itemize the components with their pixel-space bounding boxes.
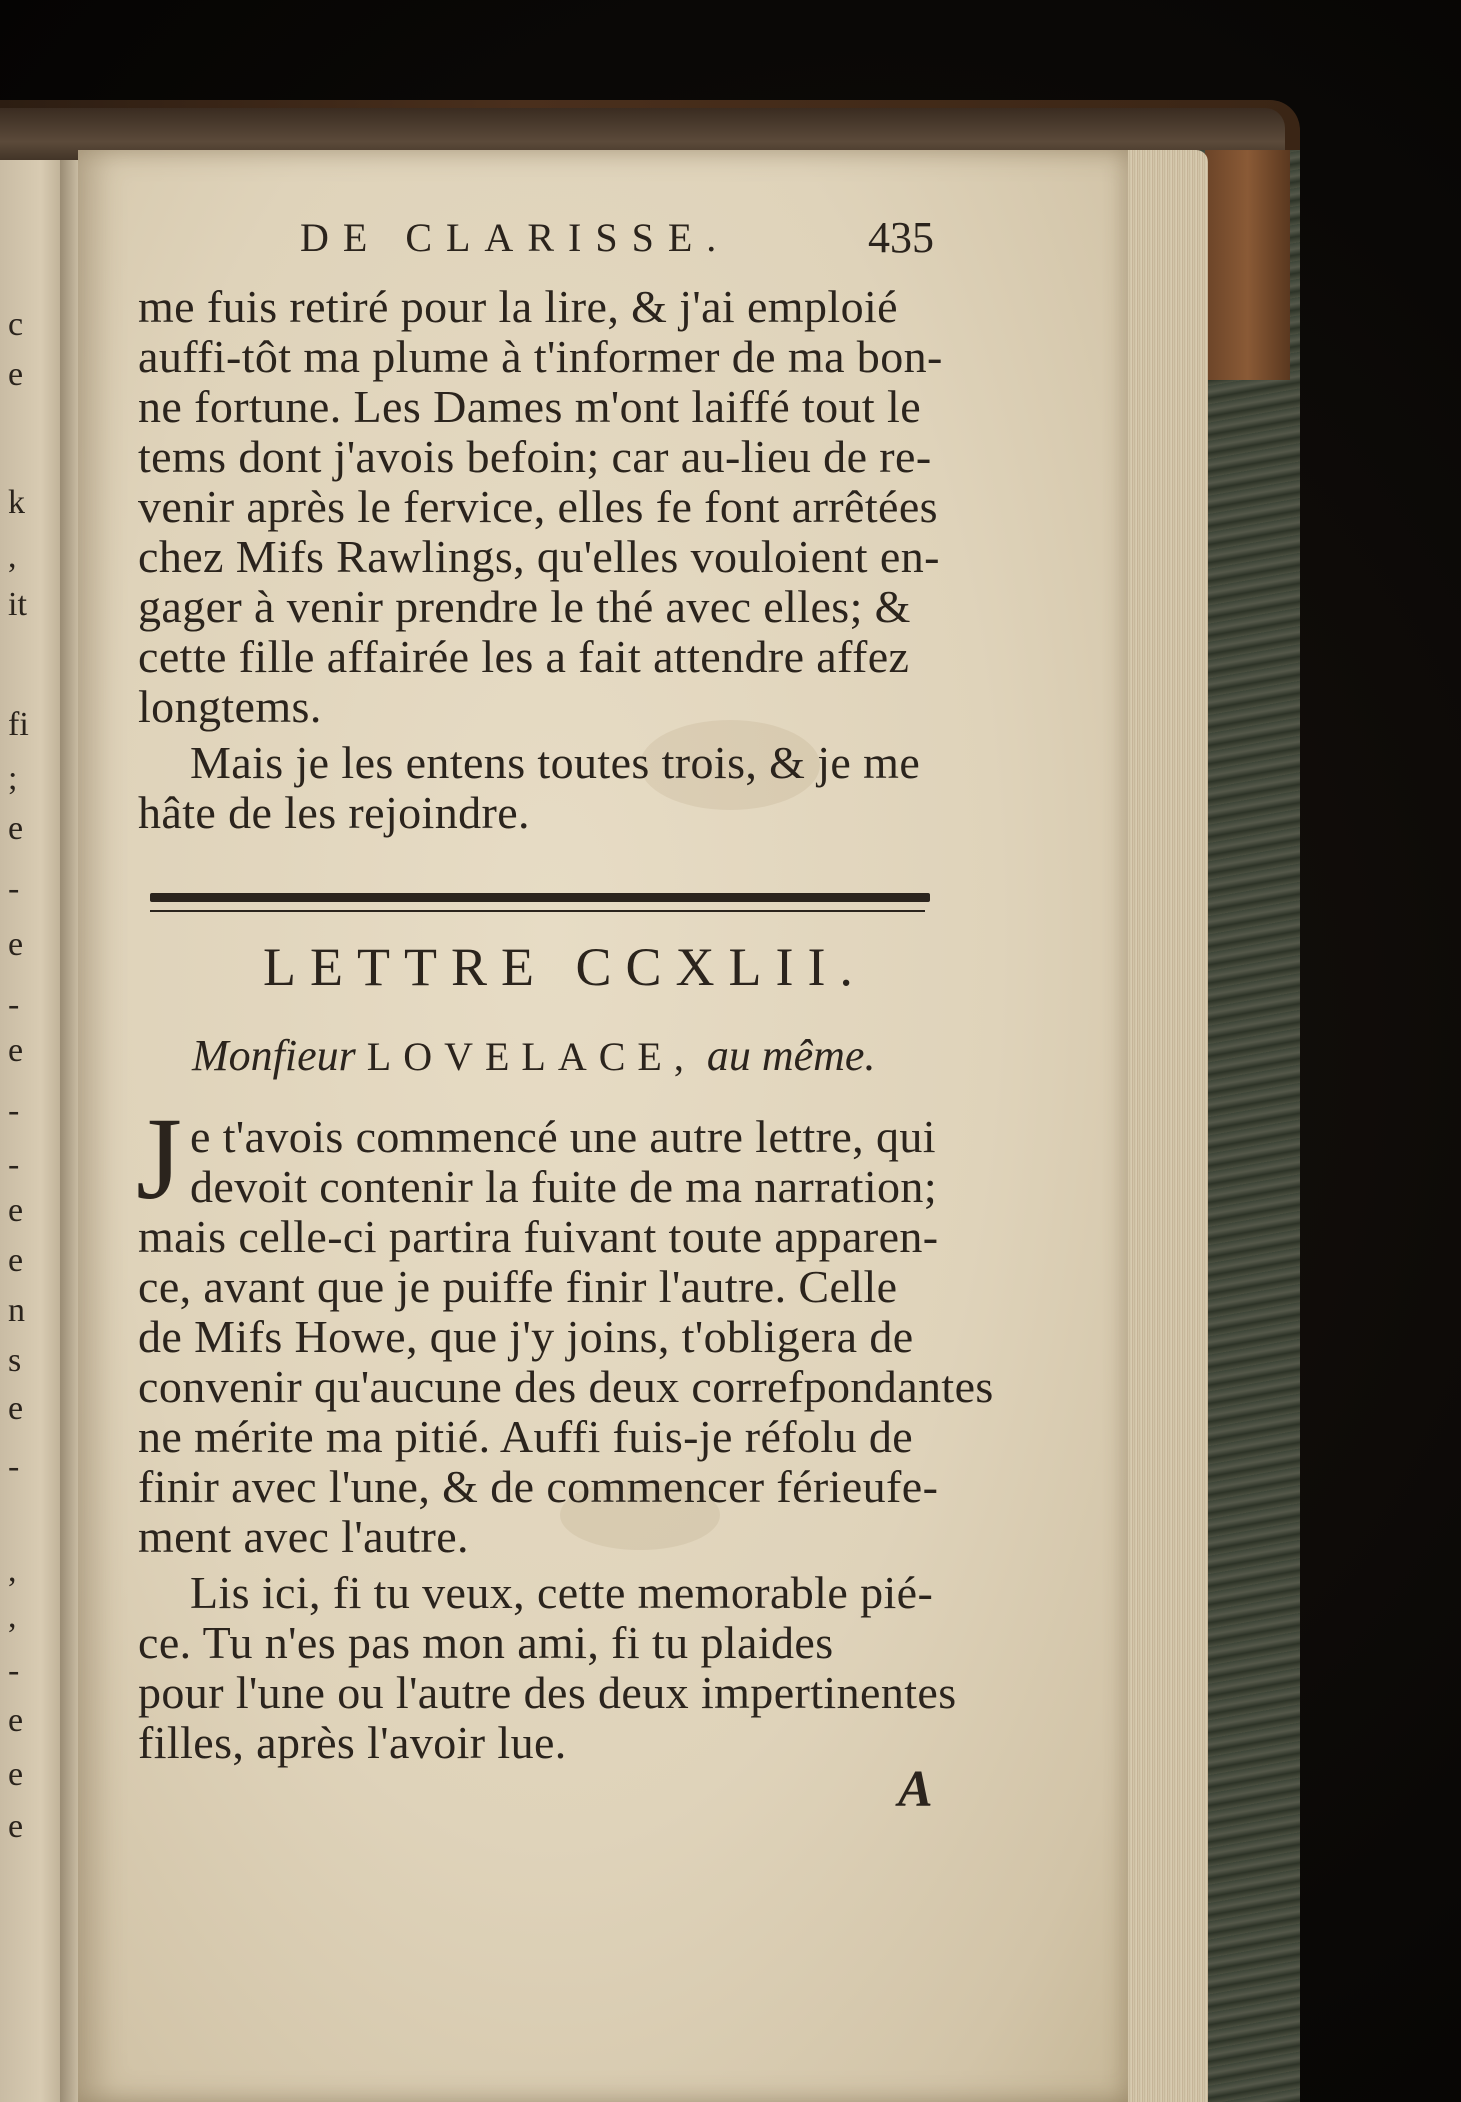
- text-line: ce. Tu n'es pas mon ami, fi tu plaides: [138, 1617, 834, 1668]
- text-line: devoit contenir la fuite de ma narration;: [190, 1161, 938, 1212]
- text-line: longtems.: [138, 681, 322, 732]
- text-line: finir avec l'une, & de commencer férieufe-: [138, 1461, 939, 1512]
- signature-mark: A: [898, 1761, 933, 1818]
- left-page-edge: [0, 160, 68, 2102]
- left-page-fragment: ,: [8, 1552, 17, 1589]
- text-line: gager à venir prendre le thé avec elles; &: [138, 581, 911, 632]
- text-line: filles, après l'avoir lue.: [138, 1717, 567, 1768]
- text-line: me fuis retiré pour la lire, & j'ai emploié: [138, 281, 898, 332]
- text-line: cette fille affairée les a fait attendre affez: [138, 631, 910, 682]
- running-head: DE CLARISSE.: [300, 215, 731, 260]
- left-page-fragment: -: [8, 1448, 20, 1485]
- text-line: Mais je les entens toutes trois, & je me: [190, 737, 921, 788]
- text-line: de Mifs Howe, que j'y joins, t'obligera de: [138, 1311, 914, 1362]
- left-page-fragment: -: [8, 870, 20, 907]
- salutation-name: LOVELACE,: [366, 1034, 696, 1079]
- text-line: convenir qu'aucune des deux correfpondantes: [138, 1361, 994, 1412]
- left-page-fragment: it: [8, 586, 27, 623]
- left-page-fragment: s: [8, 1342, 22, 1379]
- text-line: hâte de les rejoindre.: [138, 787, 530, 838]
- text-line: auffi-tôt ma plume à t'informer de ma bon-: [138, 331, 943, 382]
- left-page-fragment: ,: [8, 1598, 17, 1635]
- left-page-fragment: ,: [8, 538, 17, 575]
- section-rule-thick: [150, 893, 930, 902]
- left-page-fragment: e: [8, 1242, 24, 1279]
- text-line: ce, avant que je puiffe finir l'autre. Celle: [138, 1261, 898, 1312]
- left-page-fragment: e: [8, 810, 24, 847]
- text-line: ment avec l'autre.: [138, 1511, 469, 1562]
- left-page-fragment: e: [8, 356, 24, 393]
- left-page-fragment: e: [8, 1808, 24, 1845]
- left-page-fragment: n: [8, 1292, 25, 1329]
- left-page-fragment: -: [8, 1092, 20, 1129]
- section-rule-thin: [150, 910, 925, 912]
- left-page-fragment: e: [8, 1390, 24, 1427]
- letter-title: LETTRE CCXLII.: [263, 937, 867, 997]
- salutation-suffix: au même.: [706, 1031, 876, 1080]
- letter-salutation: [192, 1030, 875, 1081]
- left-page-fragment: e: [8, 1192, 24, 1229]
- text-line: chez Mifs Rawlings, qu'elles vouloient en-: [138, 531, 940, 582]
- text-line: pour l'une ou l'autre des deux impertinentes: [138, 1667, 957, 1718]
- left-page-fragment: e: [8, 1702, 24, 1739]
- left-page-fragment: ;: [8, 760, 18, 797]
- text-line: Lis ici, fi tu veux, cette memorable pié-: [190, 1567, 934, 1618]
- page-number: 435: [868, 213, 934, 262]
- text-line: mais celle-ci partira fuivant toute apparen-: [138, 1211, 939, 1262]
- leather-corner: [1205, 150, 1290, 380]
- text-line: ne mérite ma pitié. Auffi fuis-je réfolu de: [138, 1411, 914, 1462]
- marbled-cover-edge: [1200, 150, 1300, 2102]
- left-page-fragment: e: [8, 1032, 24, 1069]
- left-page-fragment: -: [8, 1652, 20, 1689]
- text-line: venir après le fervice, elles fe font arrêtées: [138, 481, 938, 532]
- page-block-edges: [1118, 150, 1208, 2102]
- text-line: tems dont j'avois befoin; car au-lieu de re-: [138, 431, 932, 482]
- left-page-fragment: -: [8, 1146, 20, 1183]
- left-page-fragment: fi: [8, 706, 29, 743]
- text-line: ne fortune. Les Dames m'ont laiffé tout le: [138, 381, 922, 432]
- left-page-fragment: e: [8, 1756, 24, 1793]
- drop-cap: J: [136, 1093, 182, 1224]
- left-page-fragment: c: [8, 306, 24, 343]
- left-page-fragment: e: [8, 926, 24, 963]
- left-page-fragment: -: [8, 986, 20, 1023]
- salutation-prefix: Monfieur: [192, 1031, 356, 1080]
- left-page-fragment: k: [8, 484, 25, 521]
- text-line: e t'avois commencé une autre lettre, qui: [190, 1111, 936, 1162]
